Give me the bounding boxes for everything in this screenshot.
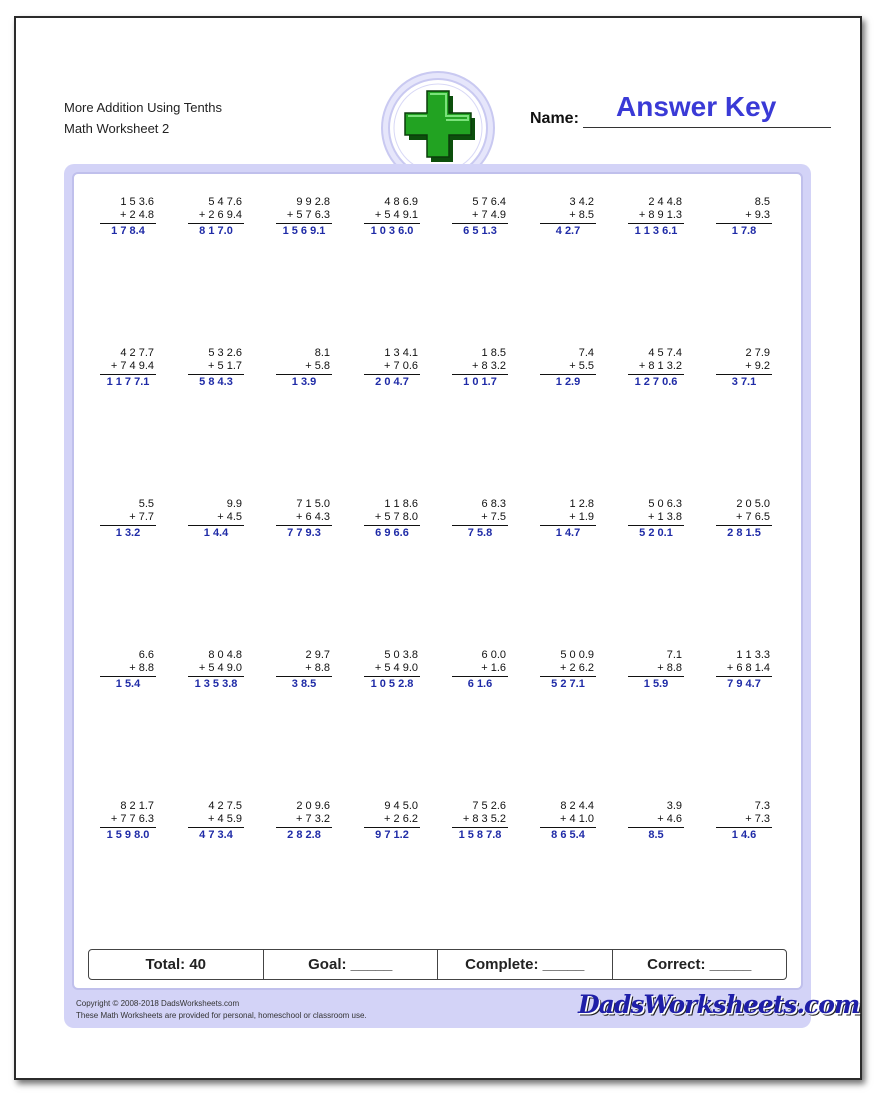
answer: 6 9 6.6 xyxy=(375,527,409,539)
problem-3-2 xyxy=(188,498,248,554)
addend-top: 2 0 9.6 xyxy=(296,800,330,812)
addend-top: 4 2 7.5 xyxy=(208,800,242,812)
answer: 8.5 xyxy=(648,829,664,841)
answer: 5 2 7.1 xyxy=(551,678,585,690)
sum-rule xyxy=(628,827,684,828)
addend-top: 5 7 6.4 xyxy=(472,196,506,208)
sum-rule xyxy=(188,374,244,375)
problem-5-2 xyxy=(188,800,248,856)
addend-top: 3.9 xyxy=(666,800,682,812)
addend-top: 4 8 6.9 xyxy=(384,196,418,208)
addend-bottom: + 8.8 xyxy=(305,662,330,674)
addend-top: 9 4 5.0 xyxy=(384,800,418,812)
answer: 2 0 4.7 xyxy=(375,376,409,388)
sum-rule xyxy=(100,525,156,526)
problem-1-7 xyxy=(628,196,688,252)
answer: 1 3 5 3.8 xyxy=(194,678,238,690)
answer: 3 8.5 xyxy=(291,678,317,690)
answer: 3 7.1 xyxy=(731,376,757,388)
addend-bottom: + 2 6.2 xyxy=(560,662,594,674)
sum-rule xyxy=(364,525,420,526)
addend-top: 1 5 3.6 xyxy=(120,196,154,208)
addend-top: 6 8.3 xyxy=(481,498,506,510)
addend-bottom: + 7 0.6 xyxy=(384,360,418,372)
answer: 5 8 4.3 xyxy=(199,376,233,388)
addend-bottom: + 7 6.5 xyxy=(736,511,770,523)
answer: 1 4.4 xyxy=(203,527,229,539)
sum-rule xyxy=(364,676,420,677)
problem-2-1 xyxy=(100,347,160,403)
problem-2-7 xyxy=(628,347,688,403)
answer: 4 7 3.4 xyxy=(199,829,233,841)
name-label: Name: xyxy=(530,110,579,127)
addend-top: 2 4 4.8 xyxy=(648,196,682,208)
answer: 1 7.8 xyxy=(731,225,757,237)
addend-top: 5 3 2.6 xyxy=(208,347,242,359)
addend-top: 5 0 3.8 xyxy=(384,649,418,661)
addend-bottom: + 4 1.0 xyxy=(560,813,594,825)
addend-top: 4 5 7.4 xyxy=(648,347,682,359)
answer: 1 4.7 xyxy=(555,527,581,539)
addend-bottom: + 2 6 9.4 xyxy=(198,209,242,221)
correct-cell[interactable]: Correct: _____ xyxy=(647,956,752,973)
worksheet-title xyxy=(64,97,222,139)
addend-bottom: + 5 7 6.3 xyxy=(286,209,330,221)
addend-bottom: + 1 3.8 xyxy=(648,511,682,523)
answer-key-label: Answer Key xyxy=(616,91,777,122)
sum-rule xyxy=(188,676,244,677)
complete-cell[interactable]: Complete: _____ xyxy=(438,950,613,979)
addend-bottom: + 7 3.2 xyxy=(296,813,330,825)
addend-bottom: + 5 4 9.0 xyxy=(198,662,242,674)
goal-cell[interactable]: Goal: _____ xyxy=(264,950,439,979)
problem-5-8 xyxy=(716,800,776,856)
sum-rule xyxy=(628,374,684,375)
sum-rule xyxy=(276,676,332,677)
answer: 1 5 8 7.8 xyxy=(458,829,502,841)
sum-rule xyxy=(276,525,332,526)
addend-bottom: + 8 3 5.2 xyxy=(462,813,506,825)
addend-bottom: + 8.8 xyxy=(657,662,682,674)
addend-top: 8.1 xyxy=(314,347,330,359)
sum-rule xyxy=(628,525,684,526)
problem-5-3 xyxy=(276,800,336,856)
answer: 6 1.6 xyxy=(467,678,493,690)
sum-rule xyxy=(276,827,332,828)
answer: 1 3.9 xyxy=(291,376,317,388)
addend-bottom: + 4 5.9 xyxy=(208,813,242,825)
sum-rule xyxy=(276,223,332,224)
addend-top: 8 2 4.4 xyxy=(560,800,594,812)
addend-bottom: + 7 7 6.3 xyxy=(110,813,154,825)
sum-rule xyxy=(716,223,772,224)
addend-top: 6 0.0 xyxy=(481,649,506,661)
sum-rule xyxy=(452,525,508,526)
problem-3-4 xyxy=(364,498,424,554)
answer: 1 0 3 6.0 xyxy=(370,225,414,237)
sum-rule xyxy=(276,374,332,375)
sum-rule xyxy=(628,223,684,224)
problem-2-4 xyxy=(364,347,424,403)
sum-rule xyxy=(540,676,596,677)
addend-bottom: + 8.5 xyxy=(569,209,594,221)
addend-bottom: + 1.9 xyxy=(569,511,594,523)
answer: 2 8 1.5 xyxy=(727,527,761,539)
sum-rule xyxy=(628,676,684,677)
addend-bottom: + 6 4.3 xyxy=(296,511,330,523)
answer: 1 0 5 2.8 xyxy=(370,678,414,690)
answer: 1 2 7 0.6 xyxy=(634,376,678,388)
addend-top: 7.4 xyxy=(578,347,594,359)
problem-4-5 xyxy=(452,649,512,705)
brand-logo: DadsWorksheets.com xyxy=(578,990,860,1019)
addend-top: 6.6 xyxy=(138,649,154,661)
addend-top: 1 1 8.6 xyxy=(384,498,418,510)
sum-rule xyxy=(452,676,508,677)
answer: 2 8 2.8 xyxy=(287,829,321,841)
addend-top: 1 1 3.3 xyxy=(736,649,770,661)
sum-rule xyxy=(540,827,596,828)
addend-top: 8 2 1.7 xyxy=(120,800,154,812)
answer: 5 2 0.1 xyxy=(639,527,673,539)
sum-rule xyxy=(364,374,420,375)
addend-bottom: + 7 4 9.4 xyxy=(110,360,154,372)
title-line-1: More Addition Using Tenths xyxy=(64,100,223,115)
addend-bottom: + 9.3 xyxy=(745,209,770,221)
sum-rule xyxy=(452,827,508,828)
sum-rule xyxy=(188,525,244,526)
answer: 7 9 4.7 xyxy=(727,678,761,690)
addend-top: 5.5 xyxy=(138,498,154,510)
addend-bottom: + 5 1.7 xyxy=(208,360,242,372)
sum-rule xyxy=(100,676,156,677)
total-cell: Total: 40 xyxy=(89,950,264,979)
addend-top: 5 4 7.6 xyxy=(208,196,242,208)
answer: 1 3.2 xyxy=(115,527,141,539)
addend-top: 3 4.2 xyxy=(569,196,594,208)
addend-bottom: + 5.8 xyxy=(305,360,330,372)
answer: 1 1 7 7.1 xyxy=(106,376,150,388)
addend-top: 8 0 4.8 xyxy=(208,649,242,661)
sum-rule xyxy=(452,374,508,375)
sum-rule xyxy=(100,374,156,375)
problem-5-6 xyxy=(540,800,600,856)
addend-top: 7.1 xyxy=(666,649,682,661)
problem-1-8 xyxy=(716,196,776,252)
addend-bottom: + 2 4.8 xyxy=(120,209,154,221)
problem-1-4 xyxy=(364,196,424,252)
addend-top: 8.5 xyxy=(754,196,770,208)
sum-rule xyxy=(716,525,772,526)
addend-top: 7 5 2.6 xyxy=(472,800,506,812)
problem-2-2 xyxy=(188,347,248,403)
addend-top: 1 2.8 xyxy=(569,498,594,510)
addend-bottom: + 5 4 9.1 xyxy=(374,209,418,221)
sum-rule xyxy=(100,827,156,828)
addend-bottom: + 5 7 8.0 xyxy=(374,511,418,523)
addend-bottom: + 4.6 xyxy=(657,813,682,825)
addend-bottom: + 5 4 9.0 xyxy=(374,662,418,674)
problem-5-4 xyxy=(364,800,424,856)
answer: 8 1 7.0 xyxy=(199,225,233,237)
answer: 1 5.4 xyxy=(115,678,141,690)
addend-bottom: + 8 9 1.3 xyxy=(638,209,682,221)
addend-top: 2 9.7 xyxy=(305,649,330,661)
addend-top: 7 1 5.0 xyxy=(296,498,330,510)
problem-1-6 xyxy=(540,196,600,252)
problem-3-8 xyxy=(716,498,776,554)
answer: 1 5 6 9.1 xyxy=(282,225,326,237)
addend-bottom: + 8.8 xyxy=(129,662,154,674)
answer: 9 7 1.2 xyxy=(375,829,409,841)
addend-top: 2 7.9 xyxy=(745,347,770,359)
sum-rule xyxy=(100,223,156,224)
problem-2-5 xyxy=(452,347,512,403)
sum-rule xyxy=(540,223,596,224)
problem-4-6 xyxy=(540,649,600,705)
answer: 1 5.9 xyxy=(643,678,669,690)
sum-rule xyxy=(540,525,596,526)
sum-rule xyxy=(716,827,772,828)
title-line-2: Math Worksheet 2 xyxy=(64,121,170,136)
addend-bottom: + 9.2 xyxy=(745,360,770,372)
name-field-line[interactable] xyxy=(583,127,831,128)
addend-bottom: + 2 6.2 xyxy=(384,813,418,825)
addend-top: 1 3 4.1 xyxy=(384,347,418,359)
addend-top: 9 9 2.8 xyxy=(296,196,330,208)
addend-top: 5 0 6.3 xyxy=(648,498,682,510)
addend-bottom: + 8 3.2 xyxy=(472,360,506,372)
addend-bottom: + 7.5 xyxy=(481,511,506,523)
problem-4-4 xyxy=(364,649,424,705)
problem-1-1 xyxy=(100,196,160,252)
answer: 1 1 3 6.1 xyxy=(634,225,678,237)
problem-5-7 xyxy=(628,800,688,856)
problem-3-6 xyxy=(540,498,600,554)
addend-top: 4 2 7.7 xyxy=(120,347,154,359)
answer: 1 0 1.7 xyxy=(463,376,497,388)
sum-rule xyxy=(540,374,596,375)
problem-2-8 xyxy=(716,347,776,403)
addend-top: 1 8.5 xyxy=(481,347,506,359)
answer: 8 6 5.4 xyxy=(551,829,585,841)
sum-rule xyxy=(188,827,244,828)
addend-bottom: + 7.7 xyxy=(129,511,154,523)
answer: 1 2.9 xyxy=(555,376,581,388)
problem-1-2 xyxy=(188,196,248,252)
answer: 1 4.6 xyxy=(731,829,757,841)
addend-bottom: + 7 4.9 xyxy=(472,209,506,221)
addend-top: 7.3 xyxy=(754,800,770,812)
copyright-line-2: These Math Worksheets are provided for personal, homeschool or classroom use. xyxy=(76,1011,367,1020)
sum-rule xyxy=(716,676,772,677)
addend-bottom: + 1.6 xyxy=(481,662,506,674)
answer: 7 7 9.3 xyxy=(287,527,321,539)
problem-3-5 xyxy=(452,498,512,554)
problem-2-3 xyxy=(276,347,336,403)
sum-rule xyxy=(188,223,244,224)
addend-top: 9.9 xyxy=(226,498,242,510)
addend-bottom: + 6 8 1.4 xyxy=(726,662,770,674)
problem-3-1 xyxy=(100,498,160,554)
addend-bottom: + 5.5 xyxy=(569,360,594,372)
problem-2-6 xyxy=(540,347,600,403)
copyright-notice xyxy=(76,998,367,1022)
problem-4-1 xyxy=(100,649,160,705)
problem-1-3 xyxy=(276,196,336,252)
problem-1-5 xyxy=(452,196,512,252)
answer: 1 5 9 8.0 xyxy=(106,829,150,841)
sum-rule xyxy=(364,827,420,828)
addend-bottom: + 7.3 xyxy=(745,813,770,825)
problem-4-7 xyxy=(628,649,688,705)
answer: 6 5 1.3 xyxy=(463,225,497,237)
problem-3-7 xyxy=(628,498,688,554)
problem-3-3 xyxy=(276,498,336,554)
addend-top: 2 0 5.0 xyxy=(736,498,770,510)
problem-4-8 xyxy=(716,649,776,705)
addend-top: 5 0 0.9 xyxy=(560,649,594,661)
sum-rule xyxy=(452,223,508,224)
score-box xyxy=(88,949,787,980)
problem-4-3 xyxy=(276,649,336,705)
sum-rule xyxy=(716,374,772,375)
problem-5-5 xyxy=(452,800,512,856)
answer: 7 5.8 xyxy=(467,527,493,539)
answer: 1 7 8.4 xyxy=(111,225,145,237)
addend-bottom: + 4.5 xyxy=(217,511,242,523)
problem-5-1 xyxy=(100,800,160,856)
addend-bottom: + 8 1 3.2 xyxy=(638,360,682,372)
problems-panel xyxy=(72,172,803,990)
problem-4-2 xyxy=(188,649,248,705)
copyright-line-1: Copyright © 2008-2018 DadsWorksheets.com xyxy=(76,999,240,1008)
sum-rule xyxy=(364,223,420,224)
answer: 4 2.7 xyxy=(555,225,581,237)
